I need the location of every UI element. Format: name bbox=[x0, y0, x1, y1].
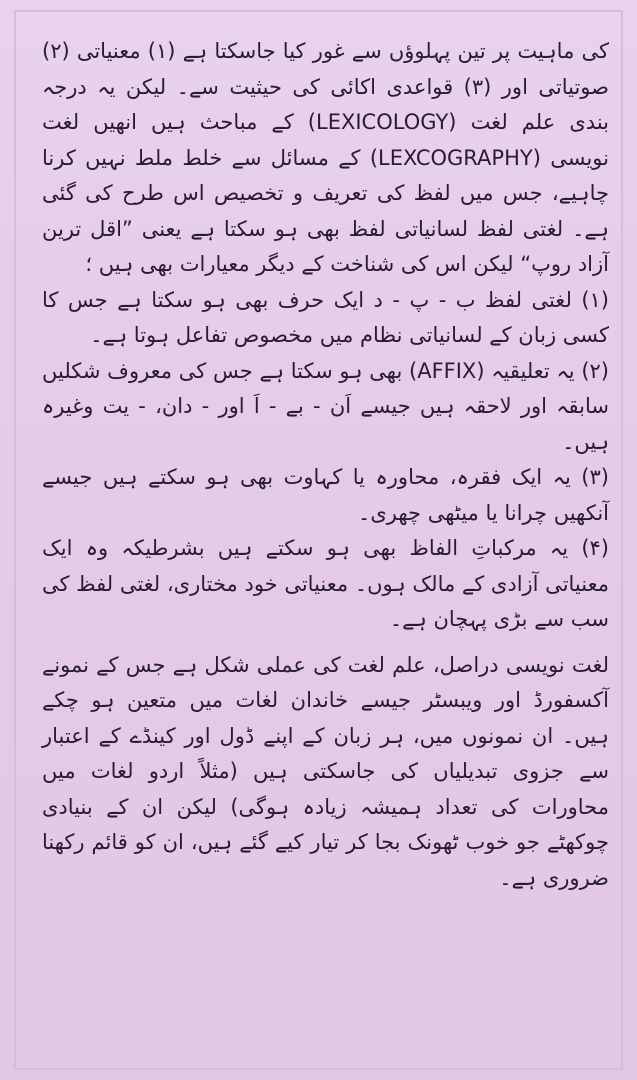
paragraph-point-1: (۱) لغتی لفظ ب - پ - د ایک حرف بھی ہو سکتا ہے جس کا کسی زبان کے لسانیاتی نظام میں مخصوص تفاعل ہوتا ہے۔ bbox=[42, 287, 609, 347]
paragraph-point-3: (۳) یہ ایک فقرہ، محاورہ یا کہاوت بھی ہو سکتے ہیں جیسے آنکھیں چرانا یا میٹھی چھری۔ bbox=[42, 465, 609, 525]
urdu-text-body bbox=[42, 34, 609, 896]
page-sheet bbox=[14, 10, 623, 1070]
paragraph-word-nature: کی ماہیت پر تین پہلوؤں سے غور کیا جاسکتا ہے (۱) معنیاتی (۲) صوتیاتی اور (۳) قواعدی اکائی کی حیثیت سے۔ لیکن یہ درجہ بندی علم لغت (LEXICOLOGY) کے مباحث ہیں انھیں لغت نویسی (LEXCOGRAPHY) کے مسائل سے خلط ملط نہیں کرنا چاہیے، جس میں لفظ کی تعریف و تخصیص اس طرح کی گئی ہے۔ لغتی لفظ لسانیاتی لفظ بھی ہو سکتا ہے یعنی ”اقل ترین آزاد روپ“ لیکن اس کی شناخت کے دیگر معیارات بھی ہیں ؛ bbox=[42, 39, 609, 276]
paragraph-point-2: (۲) یہ تعلیقیہ (AFFIX) بھی ہو سکتا ہے جس کی معروف شکلیں سابقہ اور لاحقہ ہیں جیسے اَن - بے - اَ اور - دان، - یت وغیرہ ہیں۔ bbox=[42, 358, 609, 454]
paragraph-point-4: (۴) یہ مرکباتِ الفاظ بھی ہو سکتے ہیں بشرطیکہ وہ ایک معنیاتی آزادی کے مالک ہوں۔ معنیاتی خود مختاری، لغتی لفظ کی سب سے بڑی پہچان ہے۔ bbox=[42, 536, 609, 631]
paragraph-lexicography: لغت نویسی دراصل، علم لغت کی عملی شکل ہے جس کے نمونے آکسفورڈ اور ویبسٹر جیسے خاندان لغات میں متعین ہو چکے ہیں۔ ان نمونوں میں، ہر زبان کے اپنے ڈول اور کینڈے کے اعتبار سے جزوی تبدیلیاں کی جاسکتی ہیں (مثلاً اردو لغات میں محاورات کی تعداد ہمیشہ زیادہ ہوگی) لیکن ان کے بنیادی چوکھٹے جو خوب ٹھونک بجا کر تیار کیے گئے ہیں، ان کو قائم رکھنا ضروری ہے۔ bbox=[42, 652, 609, 890]
